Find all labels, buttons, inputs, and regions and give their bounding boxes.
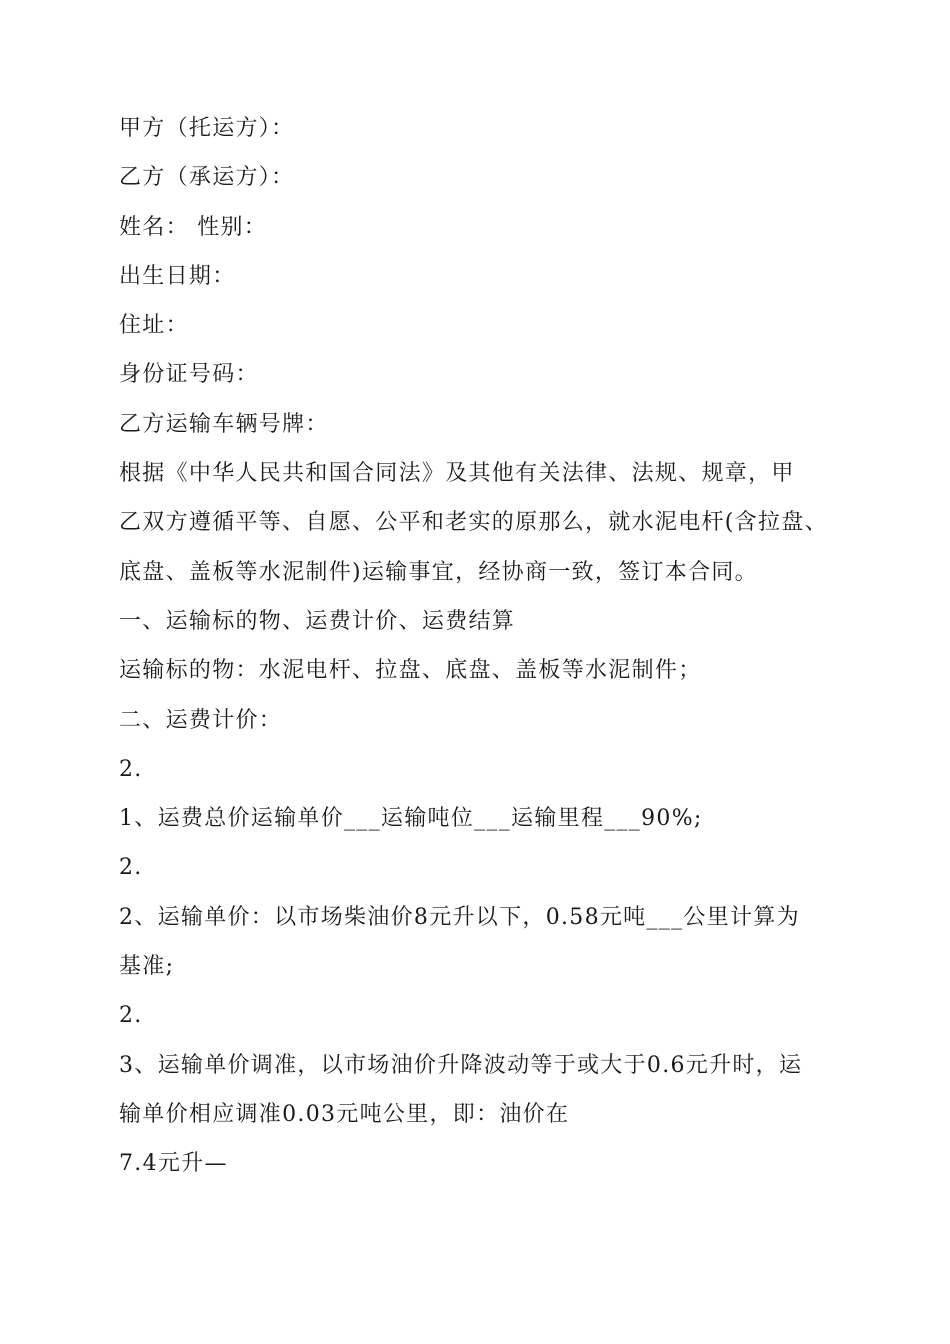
party-b-line: 乙方（承运方）： [119,165,295,191]
vehicle-plate-line: 乙方运输车辆号牌： [119,411,329,437]
party-a-line: 甲方（托运方）： [119,116,295,141]
clause-number: 2. [119,1003,143,1029]
birth-date-line: 出生日期： [119,263,236,289]
id-number-line: 身份证号码： [119,362,259,388]
clause-adjustment-line-1: 3、运输单价调准，以市场油价升降波动等于或大于0.6元升时，运 [119,1052,803,1078]
preamble-line-1: 根据《中华人民共和国合同法》及其他有关法律、法规、规章，甲 [119,461,795,487]
section-1-heading: 一、运输标的物、运费计价、运费结算 [119,608,516,634]
preamble-line-2: 乙双方遵循平等、自愿、公平和老实的原那么，就水泥电杆(含拉盘、 [119,510,828,536]
section-2-heading: 二、运费计价： [119,707,283,733]
clause-unit-price-line-1: 2、运输单价：以市场柴油价8元升以下，0.58元吨___公里计算为 [119,904,800,930]
name-gender-line: 姓名： 性别： [119,214,268,240]
address-line: 住址： [119,313,189,339]
clause-number: 2. [119,855,143,881]
transport-subject-line: 运输标的物：水泥电杆、拉盘、底盘、盖板等水泥制件； [119,658,702,684]
preamble-line-3: 底盘、盖板等水泥制件)运输事宜，经协商一致，签订本合同。 [119,559,758,585]
clause-adjustment-line-2: 输单价相应调准0.03元吨公里，即：油价在 [119,1101,570,1127]
clause-total-fee: 1、运费总价运输单价___运输吨位___运输里程___90%; [119,806,703,832]
contract-body [119,104,839,1189]
clause-unit-price-line-2: 基准; [119,954,175,980]
clause-adjustment-line-3: 7.4元升— [119,1151,228,1177]
clause-number: 2. [119,756,143,782]
